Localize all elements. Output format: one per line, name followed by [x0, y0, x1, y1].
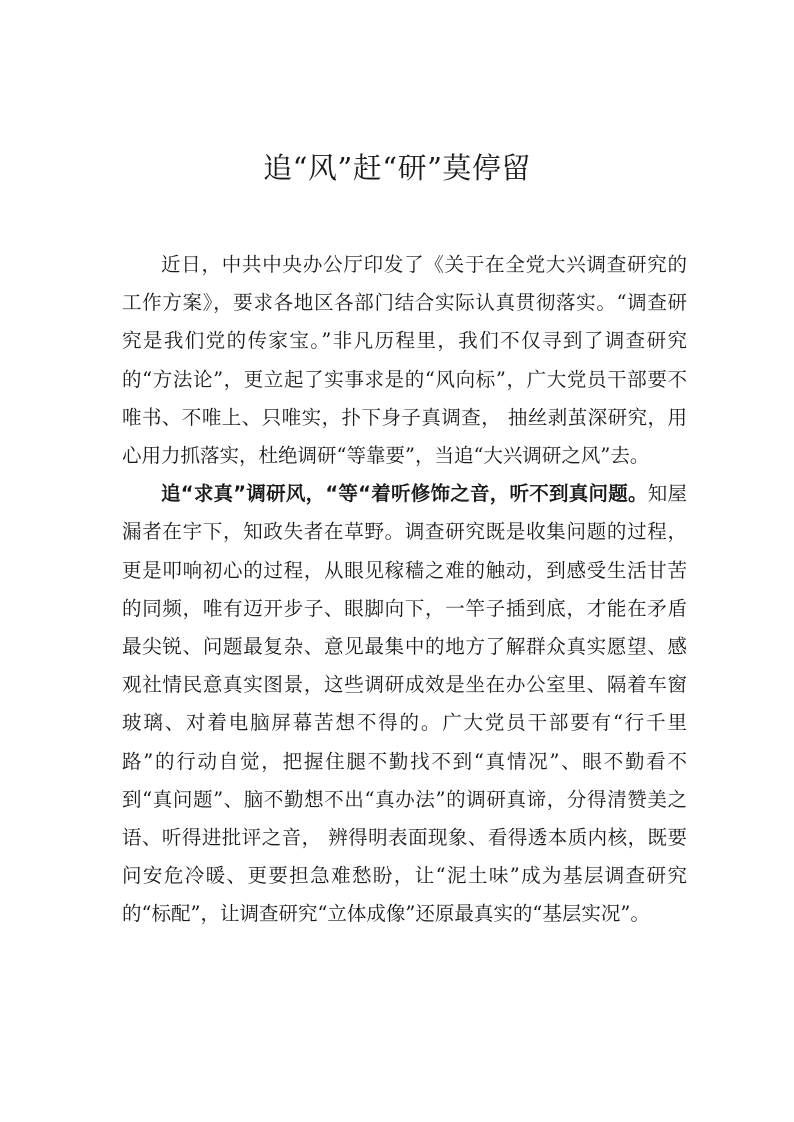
paragraph-2	[122, 475, 687, 933]
document-body	[122, 246, 687, 934]
paragraph-1	[122, 246, 687, 475]
document-title: 追“风”赶“研”莫停留	[263, 151, 531, 185]
paragraph-2-text: 知屋漏者在宇下，知政失者在草野。调查研究既是收集问题的过程，更是叩响初心的过程，从眼见稼穑之难的触动，到感受生活甘苦的同频，唯有迈开步子、眼脚向下，一竿子插到底，才能在矛盾最尖锐、问题最复杂、意见最集中的地方了解群众真实愿望、感观社情民意真实图景，这些调研成效是坐在办公室里、隔着车窗玻璃、对着电脑屏幕苦想不得的。广大党员干部要有“行千里路”的行动自觉，把握住腿不勤找不到“真情况”、眼不勤看不到“真问题”、脑不勤想不出“真办法”的调研真谛，分得清赞美之语、听得进批评之音， 辨得明表面现象、看得透本质内核，既要问安危冷暖、更要担急难愁盼，让“泥土味”成为基层调查研究的“标配”，让调查研究“立体成像”还原最真实的“基层实况”。	[122, 482, 687, 926]
paragraph-1-text: 近日，中共中央办公厅印发了《关于在全党大兴调查研究的工作方案》，要求各地区各部门结合实际认真贯彻落实。“调查研究是我们党的传家宝。”非凡历程里，我们不仅寻到了调查研究的“方法论”，更立起了实事求是的“风向标”，广大党员干部要不唯书、不唯上、只唯实，扑下身子真调查， 抽丝剥茧深研究，用心用力抓落实，杜绝调研“等靠要”，当追“大兴调研之风”去。	[122, 253, 687, 468]
paragraph-2-lead: 追“求真”调研风，“等“着听修饰之音，听不到真问题。	[161, 482, 648, 506]
